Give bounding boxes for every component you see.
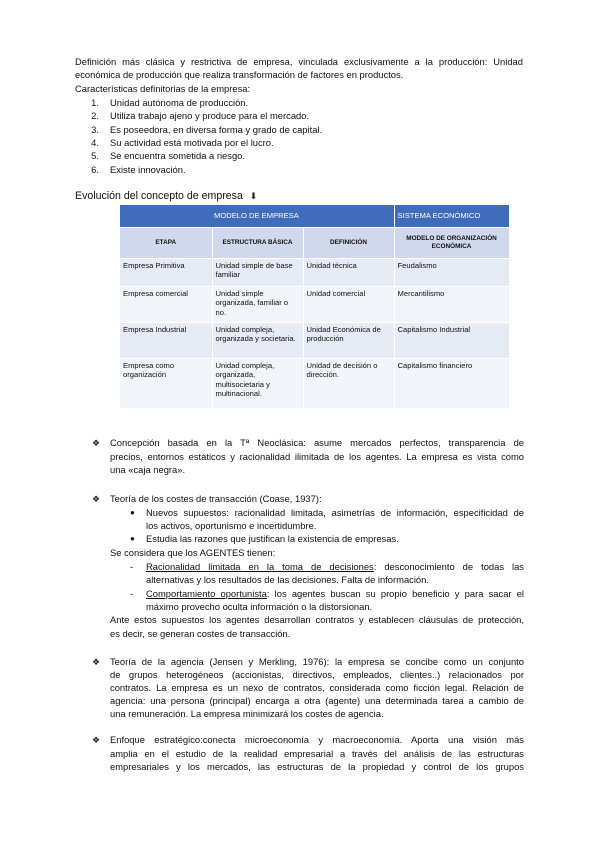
table-cell: Empresa Industrial xyxy=(120,323,212,359)
transaction-close-line-2: es decir, se generan costes de transacción. xyxy=(110,628,291,639)
table-cell: Empresa comercial xyxy=(120,287,212,323)
agents-item-2-text: : los agentes buscan su propio beneficio y para sacar el xyxy=(266,588,525,599)
intro-line-2: económica de producción que realiza transformación de factores en productos. xyxy=(75,69,404,80)
agents-item-2-line-2: máximo provecho oculta información o la distorsionan. xyxy=(146,601,373,612)
table-column-header: ESTRUCTURA BÁSICA xyxy=(212,228,303,259)
list-number: 6. xyxy=(91,164,99,175)
agents-item-2-line-1 xyxy=(146,588,524,601)
strategic-line-1: Enfoque estratégico:conecta microeconomía y macroeconomía. Aporta una visión más xyxy=(110,734,524,745)
list-item: Unidad autónoma de producción. xyxy=(110,97,249,108)
neoclassic-line-1: Concepción basada en la Tª Neoclásica: asume mercados perfectos, transparencia de xyxy=(110,437,524,448)
list-number: 2. xyxy=(91,110,99,121)
transaction-sub-1-line-1: Nuevos supuestos: racionalidad limitada, asimetrías de información, especificidad de xyxy=(146,507,524,518)
diamond-bullet-icon: ❖ xyxy=(92,735,101,745)
dot-bullet-icon: ● xyxy=(130,508,135,517)
table-cell: Unidad Económica de producción xyxy=(303,323,394,359)
dot-bullet-icon: ● xyxy=(130,534,135,543)
table-cell: Unidad comercial xyxy=(303,287,394,323)
evolution-heading xyxy=(75,189,257,203)
table-cell: Feudalismo xyxy=(394,259,509,287)
table-cell: Unidad compleja, organizada y societaria. xyxy=(212,323,303,359)
evolution-heading-text: Evolución del concepto de empresa xyxy=(75,190,243,202)
table-cell: Capitalismo Industrial xyxy=(394,323,509,359)
agents-item-2-term: Comportamiento oportunista xyxy=(146,588,267,599)
agency-line-5: una remuneración. La empresa minimizará los costes de agencia. xyxy=(110,708,384,719)
agents-item-1-line-2: alternativas y los resultados de las decisiones. Falta de información. xyxy=(146,574,429,585)
table-column-header: DEFINICIÓN xyxy=(303,228,394,259)
agency-line-4: agencia: una persona (principal) encarga a otra (agente) una determinada tarea a cambio de xyxy=(110,695,524,706)
table-cell: Unidad simple organizada, familiar o no. xyxy=(212,287,303,323)
table-cell: Unidad simple de base familiar xyxy=(212,259,303,287)
intro-line-3: Características definitorias de la empresa: xyxy=(75,83,251,94)
agency-line-3: contratos. La empresa es un nexo de contratos, considerada como ficción legal. Relación de xyxy=(110,682,524,693)
neoclassic-line-2: precios, entornos estáticos y racionalidad ilimitada de los agentes. La empresa es vista como xyxy=(110,451,524,462)
table-row xyxy=(120,323,509,359)
arrow-down-icon: ⬇ xyxy=(249,191,258,201)
transaction-close-line-1: Ante estos supuestos los agentes desarrollan contratos y establecen cláusulas de protección, xyxy=(110,614,524,625)
table-column-header: MODELO DE ORGANIZACIÓN ECONÓMICA xyxy=(394,228,509,259)
list-item: Se encuentra sometida a riesgo. xyxy=(110,150,245,161)
list-item: Es poseedora, en diversa forma y grado de capital. xyxy=(110,124,323,135)
agents-item-1-line-1 xyxy=(146,561,524,574)
agents-item-1-text: : desconocimiento de todas las xyxy=(373,561,524,572)
agents-intro: Se considera que los AGENTES tienen: xyxy=(110,547,276,558)
list-item: Su actividad está motivada por el lucro. xyxy=(110,137,274,148)
table-cell: Mercantilismo xyxy=(394,287,509,323)
list-number: 3. xyxy=(91,124,99,135)
list-number: 1. xyxy=(91,97,99,108)
neoclassic-line-3: una «caja negra». xyxy=(110,464,186,475)
list-item: Existe innovación. xyxy=(110,164,186,175)
agents-item-1-term: Racionalidad limitada en la toma de decisiones xyxy=(146,561,374,572)
dash-bullet: - xyxy=(130,588,134,599)
company-evolution-table xyxy=(120,205,510,409)
table-row xyxy=(120,359,509,409)
table-column-header: ETAPA xyxy=(120,228,212,259)
transaction-sub-1-line-2: los activos, oportunismo e incertidumbre. xyxy=(146,520,317,531)
table-group-header-company-model: MODELO DE EMPRESA xyxy=(120,205,394,228)
diamond-bullet-icon: ❖ xyxy=(92,657,101,667)
diamond-bullet-icon: ❖ xyxy=(92,438,101,448)
list-item: Utiliza trabajo ajeno y produce para el mercado. xyxy=(110,110,310,121)
dash-bullet: - xyxy=(130,561,134,572)
diamond-bullet-icon: ❖ xyxy=(92,494,101,504)
table-cell: Unidad técnica xyxy=(303,259,394,287)
table-row xyxy=(120,259,509,287)
transaction-sub-2: Estudia las razones que justifican la existencia de empresas. xyxy=(146,533,399,544)
table-cell: Unidad de decisión o dirección. xyxy=(303,359,394,409)
intro-line-1: Definición más clásica y restrictiva de empresa, vinculada exclusivamente a la producción: Unidad xyxy=(75,56,523,67)
strategic-line-3: empresariales y los mercados, las estructuras de la propiedad y control de los grupos xyxy=(110,761,524,772)
table-cell: Capitalismo financiero xyxy=(394,359,509,409)
transaction-title: Teoría de los costes de transacción (Coase, 1937): xyxy=(110,493,322,504)
list-number: 5. xyxy=(91,150,99,161)
list-number: 4. xyxy=(91,137,99,148)
table-group-header-economic-system: SISTEMA ECONÓMICO xyxy=(394,205,509,228)
table-cell: Empresa Primitiva xyxy=(120,259,212,287)
agency-line-2: de grupos heterogéneos (accionistas, directivos, empleados, clientes..) relacionados por xyxy=(110,669,524,680)
table-cell: Unidad compleja, organizada, multisocietaria y multinacional. xyxy=(212,359,303,409)
table-cell: Empresa como organización xyxy=(120,359,212,409)
table-row xyxy=(120,287,509,323)
strategic-line-2: amplia en el estudio de la realidad empresarial a través del análisis de las estructuras xyxy=(110,748,524,759)
agency-line-1: Teoría de la agencia (Jensen y Merkling, 1976): la empresa se concibe como un conjunto xyxy=(110,656,524,667)
